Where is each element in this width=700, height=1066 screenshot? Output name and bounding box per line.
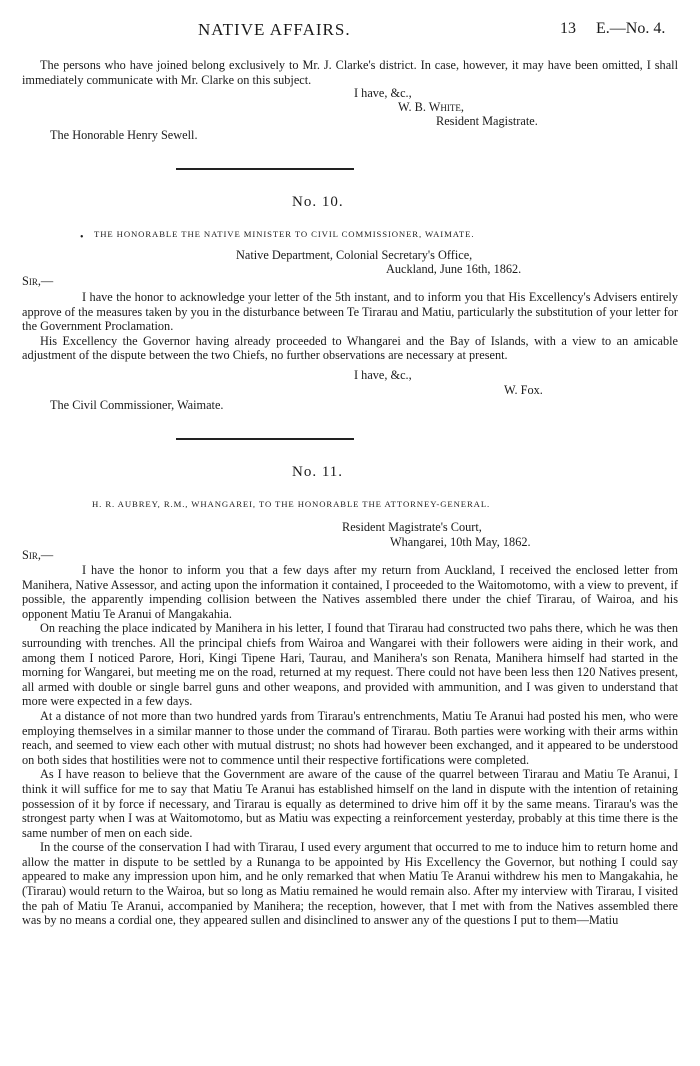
previous-letter-signature: W. B. White, (398, 100, 464, 114)
bullet-mark: • (80, 232, 84, 243)
section-divider (176, 168, 354, 170)
header-title: NATIVE AFFAIRS. (198, 20, 351, 39)
letter-11-heading: H. R. AUBREY, R.M., WHANGAREI, TO THE HONORABLE THE ATTORNEY-GENERAL. (92, 499, 491, 509)
previous-letter-closing: I have, &c., (354, 86, 412, 100)
previous-letter-body (22, 58, 678, 87)
letter-10-paragraph-2: His Excellency the Governor having already proceeded to Whangarei and the Bay of Islands, with a view to an amicable adjustment of the dispute between the two Chiefs, no further observations are necessary at present. (22, 333, 678, 363)
letter-10-salutation: Sir,— (22, 274, 54, 288)
letter-10-addressee: The Civil Commissioner, Waimate. (50, 398, 224, 412)
letter-10-address-line-1: Native Department, Colonial Secretary's Office, (236, 248, 473, 262)
letter-11-number: No. 11. (292, 464, 344, 480)
letter-10-paragraph-1: I have the honor to acknowledge your letter of the 5th instant, and to inform you that His Excellency's Advisers entirely approve of the measures taken by you in the disturbance between Te Tirarau and Matiu, particularly the substitution of your letter for the Government Proclamation. (22, 290, 678, 334)
running-header (0, 20, 700, 44)
section-divider (176, 438, 354, 440)
previous-letter-paragraph: The persons who have joined belong exclusively to Mr. J. Clarke's district. In case, however, it may have been omitted, I shall immediately communicate with Mr. Clarke on this subject. (22, 58, 678, 87)
letter-10-number: No. 10. (292, 194, 344, 210)
letter-10-body (22, 290, 678, 363)
letter-11-paragraph-5: In the course of the conservation I had with Tirarau, I used every argument that occurred to me to induce him to return home and allow the matter in dispute to be settled by a Runanga to be appointed by His Excellency the Governor, but nothing I could say appeared to make any impression upon him, and he only remarked that when Matiu Te Aranui withdrew his men to Mangakahia, he (Tirarau) would return to the Wairoa, but so long as Matiu remained he would remain also. After my interview with Tirarau, I visited the pah of Matiu Te Aranui, accompanied by Manihera; the reception, however, that I met with from the Natives assembled there was by no means a cordial one, they appeared sullen and disinclined to answer any of the questions I put to them—Matiu (22, 840, 678, 928)
letter-11-paragraph-4: As I have reason to believe that the Government are aware of the cause of the quarrel between Tirarau and Matiu Te Aranui, I think it will suffice for me to say that Matiu Te Aranui has established himself on the land in dispute with the intention of retaining possession of it by force if necessary, and Tirarau is equally as determined to drive him off it by the same means. Tirarau's was the strongest party when I was at Waitomotomo, but as Matiu was expecting a reinforcement yesterday, probably at this time there is the same number of men on each side. (22, 767, 678, 840)
letter-11-paragraph-1: I have the honor to inform you that a few days after my return from Auckland, I received the enclosed letter from Manihera, Native Assessor, and acting upon the information it contained, I proceeded to the Waitomotomo, with a view to prevent, if possible, the apparently impending collision between the Natives assembled there under the chief Tirarau, of Wairoa, and his opponent Matiu Te Aranui of Mangakahia. (22, 563, 678, 621)
letter-11-paragraph-2: On reaching the place indicated by Manihera in his letter, I found that Tirarau had constructed two pahs there, which he was then surrounding with trenches. All the principal chiefs from Wairoa and Wangarei with their followers were aiding in their work, and among them I noticed Parore, Hori, Kingi Tipene Hari, Taurau, and Manihera's son Renata, Manihera himself had started in the morning for Wangarei, but meeting me on the road, returned at my request. There could not have been less then 120 Natives present, all armed with double or single barrel guns and other weapons, and provided with ammunition, and I was given to understand that more were expected in a few days. (22, 621, 678, 709)
letter-11-body (22, 563, 678, 928)
letter-10-heading: THE HONORABLE THE NATIVE MINISTER TO CIVIL COMMISSIONER, WAIMATE. (94, 229, 475, 239)
letter-10-signature: W. Fox. (504, 383, 543, 397)
document-reference: E.—No. 4. (596, 20, 666, 37)
letter-10-address-line-2: Auckland, June 16th, 1862. (386, 262, 522, 276)
letter-11-address-line-1: Resident Magistrate's Court, (342, 520, 482, 534)
letter-11-address-line-2: Whangarei, 10th May, 1862. (390, 535, 531, 549)
letter-11-salutation: Sir,— (22, 548, 54, 562)
previous-letter-addressee: The Honorable Henry Sewell. (50, 128, 198, 142)
previous-letter-signer-title: Resident Magistrate. (436, 114, 538, 128)
letter-10-closing: I have, &c., (354, 368, 412, 382)
letter-11-paragraph-3: At a distance of not more than two hundred yards from Tirarau's entrenchments, Matiu Te Aranui had posted his men, who were employing themselves in a similar manner to those under the command of Tirarau. Both parties were working with their arms within reach, and seemed to view each other with mutual distrust; no shots had however been exchanged, and it appeared to be understood on both sides that hostilities were not to commence until their respective fortifications were completed. (22, 708, 678, 767)
page-number: 13 (560, 20, 576, 37)
